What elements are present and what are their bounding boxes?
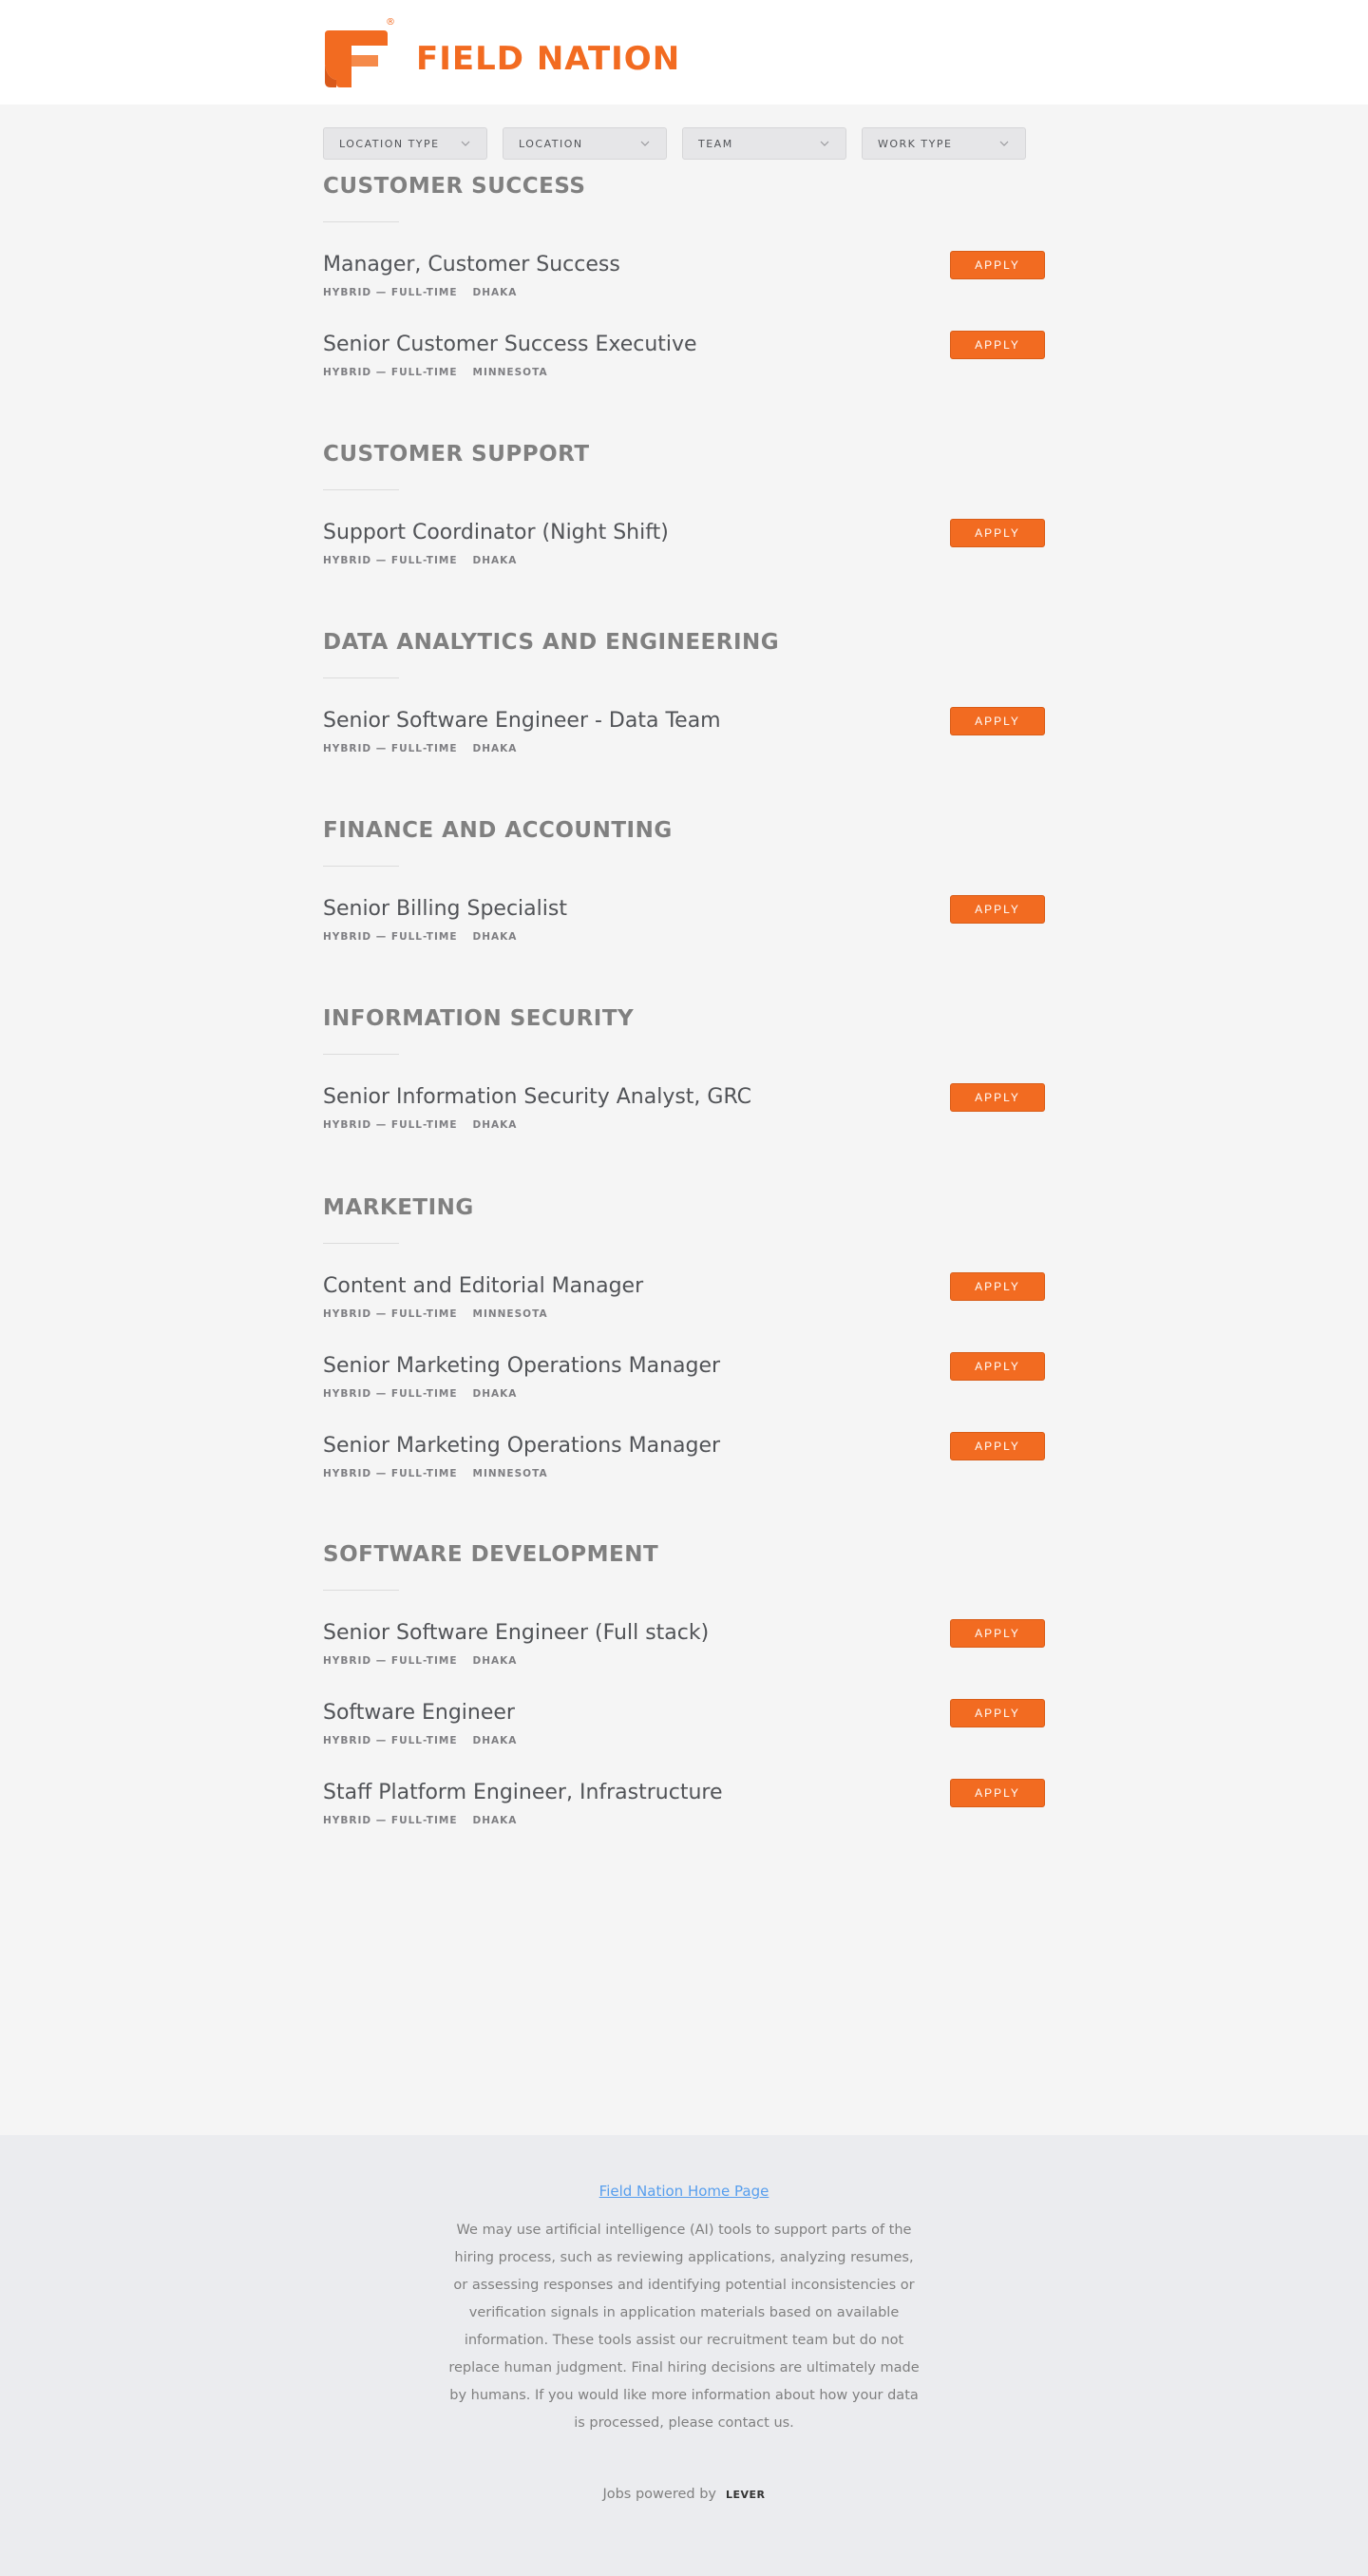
job-posting: [323, 331, 1045, 410]
job-posting: [323, 1272, 1045, 1352]
posting-group: [323, 1542, 1045, 1859]
posting-title-link[interactable]: Senior Software Engineer - Data Team: [323, 709, 721, 733]
chevron-down-icon: [460, 138, 471, 149]
location: MINNESOTA: [472, 1308, 548, 1320]
group-divider: [323, 866, 399, 867]
location: DHAKA: [472, 1735, 518, 1746]
posting-title-link[interactable]: Senior Software Engineer (Full stack): [323, 1621, 710, 1645]
location: DHAKA: [472, 931, 518, 943]
posting-meta: [323, 287, 1045, 298]
posting-title-link[interactable]: Senior Marketing Operations Manager: [323, 1434, 721, 1458]
group-divider: [323, 1054, 399, 1055]
posting-meta: [323, 1735, 1045, 1746]
apply-button[interactable]: APPLY: [950, 331, 1045, 359]
brand-name: FIELD NATION: [416, 40, 681, 78]
location: DHAKA: [472, 287, 518, 298]
apply-button[interactable]: APPLY: [950, 707, 1045, 735]
apply-button[interactable]: APPLY: [950, 1272, 1045, 1301]
apply-button[interactable]: APPLY: [950, 1619, 1045, 1648]
powered-by: [0, 2487, 1368, 2502]
filter-dropdown[interactable]: [682, 127, 846, 160]
chevron-down-icon: [998, 138, 1010, 149]
posting-meta: [323, 931, 1045, 943]
work-type: HYBRID — FULL-TIME: [323, 743, 458, 754]
posting-meta: [323, 367, 1045, 378]
page-header: [0, 0, 1368, 105]
page-footer: [0, 2135, 1368, 2576]
posting-title-link[interactable]: Senior Marketing Operations Manager: [323, 1354, 721, 1378]
group-divider: [323, 1590, 399, 1591]
posting-group: [323, 442, 1045, 599]
job-posting: [323, 895, 1045, 975]
lever-logo[interactable]: LEVER: [726, 2488, 766, 2501]
job-posting: [323, 1352, 1045, 1432]
job-posting: [323, 1083, 1045, 1163]
postings-content: [323, 105, 1045, 1826]
work-type: HYBRID — FULL-TIME: [323, 367, 458, 378]
location: DHAKA: [472, 1119, 518, 1131]
group-title: CUSTOMER SUPPORT: [323, 442, 590, 467]
job-posting: [323, 1619, 1045, 1699]
job-posting: [323, 1779, 1045, 1859]
job-posting: [323, 519, 1045, 599]
filter-label: LOCATION: [519, 137, 583, 150]
work-type: HYBRID — FULL-TIME: [323, 1388, 458, 1400]
job-posting: [323, 1432, 1045, 1512]
location: DHAKA: [472, 555, 518, 566]
posting-meta: [323, 1119, 1045, 1131]
apply-button[interactable]: APPLY: [950, 1779, 1045, 1807]
job-posting: [323, 251, 1045, 331]
work-type: HYBRID — FULL-TIME: [323, 1815, 458, 1826]
job-posting: [323, 1699, 1045, 1779]
posting-title-link[interactable]: Senior Billing Specialist: [323, 897, 567, 921]
filter-bar: [323, 105, 1045, 160]
filter-dropdown[interactable]: [323, 127, 487, 160]
posting-group: [323, 630, 1045, 787]
chevron-down-icon: [639, 138, 651, 149]
location: DHAKA: [472, 743, 518, 754]
apply-button[interactable]: APPLY: [950, 1699, 1045, 1727]
work-type: HYBRID — FULL-TIME: [323, 1655, 458, 1667]
ai-disclaimer: We may use artificial intelligence (AI) tools to support parts of the hiring process, such as reviewing applications, analyzing resumes, or assessing responses and identifying potential inconsistencies or verification signals in application materials based on available information. These tools assist our recruitment team but do not replace human judgment. Final hiring decisions are ultimately made by humans. If you would like more information about how your data is processed, please contact us.: [448, 2223, 920, 2431]
group-divider: [323, 489, 399, 490]
posting-group: [323, 818, 1045, 975]
posting-title-link[interactable]: Software Engineer: [323, 1701, 515, 1725]
posting-meta: [323, 1308, 1045, 1320]
posting-group: [323, 1195, 1045, 1512]
apply-button[interactable]: APPLY: [950, 519, 1045, 547]
apply-button[interactable]: APPLY: [950, 895, 1045, 924]
apply-button[interactable]: APPLY: [950, 1432, 1045, 1460]
filter-label: WORK TYPE: [878, 137, 953, 150]
group-title: INFORMATION SECURITY: [323, 1006, 635, 1031]
chevron-down-icon: [819, 138, 830, 149]
posting-title-link[interactable]: Staff Platform Engineer, Infrastructure: [323, 1781, 723, 1804]
work-type: HYBRID — FULL-TIME: [323, 1119, 458, 1131]
posting-title-link[interactable]: Support Coordinator (Night Shift): [323, 521, 669, 544]
filter-label: TEAM: [698, 137, 733, 150]
posting-meta: [323, 1388, 1045, 1400]
location: DHAKA: [472, 1815, 518, 1826]
field-nation-logo-icon: [323, 17, 395, 91]
posting-title-link[interactable]: Content and Editorial Manager: [323, 1274, 644, 1298]
home-page-link[interactable]: Field Nation Home Page: [598, 2183, 770, 2200]
location: DHAKA: [472, 1655, 518, 1667]
apply-button[interactable]: APPLY: [950, 251, 1045, 279]
work-type: HYBRID — FULL-TIME: [323, 287, 458, 298]
posting-meta: [323, 555, 1045, 566]
location: DHAKA: [472, 1388, 518, 1400]
group-divider: [323, 677, 399, 678]
filter-dropdown[interactable]: [503, 127, 667, 160]
location: MINNESOTA: [472, 1468, 548, 1479]
work-type: HYBRID — FULL-TIME: [323, 1735, 458, 1746]
work-type: HYBRID — FULL-TIME: [323, 555, 458, 566]
posting-title-link[interactable]: Senior Information Security Analyst, GRC: [323, 1085, 752, 1109]
posting-group: [323, 1006, 1045, 1163]
group-title: FINANCE AND ACCOUNTING: [323, 818, 673, 843]
posting-group: [323, 174, 1045, 410]
group-title: DATA ANALYTICS AND ENGINEERING: [323, 630, 780, 655]
group-title: CUSTOMER SUCCESS: [323, 174, 586, 199]
posting-meta: [323, 743, 1045, 754]
apply-button[interactable]: APPLY: [950, 1083, 1045, 1112]
work-type: HYBRID — FULL-TIME: [323, 931, 458, 943]
posting-title-link[interactable]: Manager, Customer Success: [323, 253, 620, 277]
job-posting: [323, 707, 1045, 787]
apply-button[interactable]: APPLY: [950, 1352, 1045, 1381]
powered-by-label: Jobs powered by: [602, 2487, 716, 2502]
posting-title-link[interactable]: Senior Customer Success Executive: [323, 333, 697, 356]
group-divider: [323, 1243, 399, 1244]
group-title: MARKETING: [323, 1195, 474, 1220]
registered-mark: ®: [386, 17, 395, 28]
filter-label: LOCATION TYPE: [339, 137, 440, 150]
filter-dropdown[interactable]: [862, 127, 1026, 160]
field-nation-logo[interactable]: [323, 17, 681, 91]
work-type: HYBRID — FULL-TIME: [323, 1308, 458, 1320]
location: MINNESOTA: [472, 367, 548, 378]
work-type: HYBRID — FULL-TIME: [323, 1468, 458, 1479]
group-divider: [323, 221, 399, 222]
posting-meta: [323, 1655, 1045, 1667]
posting-meta: [323, 1815, 1045, 1826]
group-title: SOFTWARE DEVELOPMENT: [323, 1542, 659, 1567]
posting-meta: [323, 1468, 1045, 1479]
